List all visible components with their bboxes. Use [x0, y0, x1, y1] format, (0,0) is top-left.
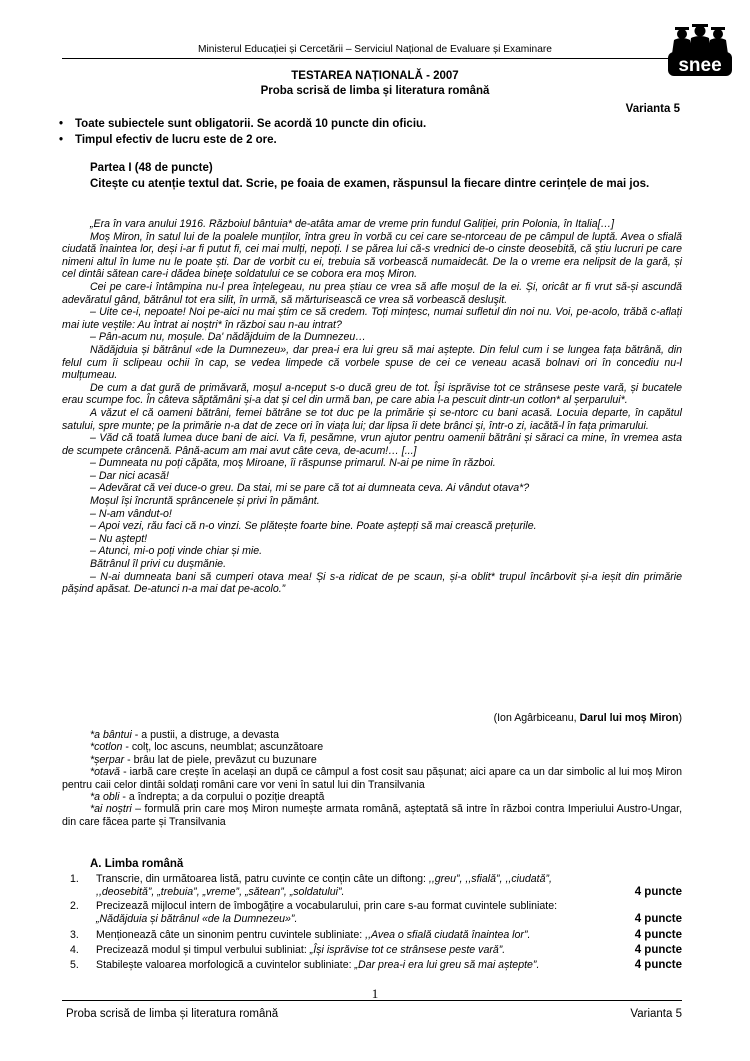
- variant-label: Varianta 5: [625, 103, 680, 115]
- glossary-def: - colț, loc ascuns, neumblat; ascunzătoare: [122, 741, 324, 754]
- glossary-def: - brâu lat de piele, prevăzut cu buzunare: [124, 753, 317, 766]
- glossary-item: [62, 741, 682, 753]
- rule-item: • Timpul efectiv de lucru este de 2 ore.: [75, 134, 277, 146]
- question-item: [62, 944, 682, 957]
- glossary-term: *ai noștri: [90, 803, 132, 816]
- text-paragraph: Moș Miron, în satul lui de la poalele munților, întra greu în vorbă cu cei care se-ntorceau de pe câmpul de luptă. Avea o sfială ciudată înaintea lor, deși i-ar fi putut fi, cei mai mulți, nepoți. I se părea lui că-s vrednici de-o cinste deosebită, că știu lucruri pe care nimeni altul în lume nu le poate ști. Dar de vorbit cu ei, trebuia să vorbească numaidecât. De la o vreme era nelipsit de la gară, și cel dintâi sătean care-i dădea bineţe soldatului ce se cobora era moș Miron.: [62, 230, 682, 281]
- question-points: 4 puncte: [634, 885, 682, 898]
- text-paragraph: Bătrânul îl privi cu dușmănie.: [90, 558, 227, 571]
- footer-divider: [62, 1000, 682, 1001]
- text-paragraph: – Pân-acum nu, moșule. Da' nădăjduim de la Dumnezeu…: [90, 331, 366, 344]
- part-title: Partea I (48 de puncte): [90, 162, 213, 174]
- glossary-item: [62, 754, 682, 766]
- text-paragraph: – Apoi vezi, rău faci că n-o vinzi. Se plătește foarte bine. Poate aștepți să mai crească prețurile.: [90, 520, 537, 533]
- question-quote: ,,greu”, ,,sfială”, ,,ciudată”, ,,deosebită”, „trebuia”, „vreme”, „sătean”, „soldatului”.: [96, 873, 552, 898]
- footer-right: Varianta 5: [630, 1008, 682, 1020]
- text-paragraph: – Uite ce-i, nepoate! Noi pe-aici nu mai știm ce să credem. Toți mințesc, numai sufletul din noi nu. Voi, pe-acolo, trăbă c-aflați mai iute veștile: Au întrat ai noștri* în război sau n-au intrat?: [62, 306, 682, 331]
- question-text: Transcrie, din următoarea listă, patru cuvinte ce conțin câte un diftong:: [96, 873, 429, 885]
- glossary: [62, 729, 682, 828]
- question-points: 4 puncte: [634, 929, 682, 941]
- question-item: [62, 873, 682, 898]
- text-paragraph: – Atunci, mi-o poți vinde chiar și mie.: [90, 545, 263, 558]
- glossary-item: [62, 803, 682, 828]
- question-points: 4 puncte: [634, 944, 682, 956]
- literary-text: [62, 218, 682, 596]
- question-text: Precizează mijlocul intern de îmbogățire a vocabularului, prin care s-au format cuvintele subliniate:: [96, 900, 558, 912]
- text-paragraph: „Era în vara anului 1916. Războiul bântuia* de-atâta amar de vreme prin fundul Galiției, prin Polonia, în Italia[…]: [90, 218, 615, 230]
- question-text: Precizează modul și timpul verbului subliniat:: [96, 944, 310, 956]
- text-paragraph: – Văd că toată lumea duce bani de aici. Va fi, pesămne, vrun ajutor pentru oamenii bătrâni și săraci ca mine, în vremea asta de scumpete crâncenă. Până-acum am mai avut câte ceva, de-acum!… [...]: [62, 432, 682, 457]
- text-paragraph: – N-ai dumneata bani să cumperi otava mea! Și s-a ridicat de pe scaun, și-a oblit* trupul încârbovit și-a ieșit din primărie pășind apăsat. De-atunci n-a mai dat pe-acolo.”: [62, 570, 682, 596]
- rule-item: • Toate subiectele sunt obligatorii. Se acordă 10 puncte din oficiu.: [75, 118, 426, 130]
- question-number: 3.: [70, 929, 79, 941]
- header-divider: [62, 58, 682, 59]
- text-paragraph: – Dumneata nu poți căpăta, moș Miroane, îi răspunse primarul. N-ai pe nime în război.: [90, 457, 496, 470]
- text-paragraph: – Adevărat că vei duce-o greu. Da stai, mi se pare că tot ai dumneata ceva. Ai vândut otava*?: [90, 482, 530, 495]
- question-number: 5.: [70, 959, 79, 971]
- glossary-def: - iarbă care crește în același an după ce câmpul a fost cosit sau pășunat; aici apare ca un dar simbolic al lui moș Miron pentru caii celor dintâi soldați români care vor veni în satul lui din Transilvania: [62, 766, 682, 791]
- glossary-term: *a bântui: [90, 729, 132, 741]
- glossary-term: *a obli: [90, 791, 120, 804]
- glossary-item: [62, 729, 682, 741]
- question-text: Menționează câte un sinonim pentru cuvintele subliniate:: [96, 929, 366, 941]
- glossary-def: - a pustii, a distruge, a devasta: [131, 729, 280, 741]
- section-title: A. Limba română: [90, 858, 184, 870]
- text-paragraph: De cum a dat gură de primăvară, moșul a-nceput s-o ducă greu de tot. Își isprăvise tot ce strânsese peste vară, și bucatele erau scumpe foc. În câteva săptămâni și-a dat și cel din urmă ban, pe care abia l-a pescuit dintr-un cotlon* al șerparului*.: [62, 381, 682, 407]
- question-text: Stabilește valoarea morfologică a cuvintelor subliniate:: [96, 959, 355, 971]
- text-paragraph: – N-am vândut-o!: [90, 507, 172, 520]
- glossary-def: - a îndrepta; a da corpului o poziție dreaptă: [119, 791, 325, 804]
- question-number: 2.: [70, 900, 79, 912]
- question-number: 4.: [70, 944, 79, 956]
- text-paragraph: Nădăjduia și bătrânul «de la Dumnezeu», dar prea-i era lui greu să mai aștepte. Din felul cum i se lungea fața bătrână, din felul cum îi sclipeau ochii în cap, se vedea limpede că vorbele spuse de cei ce veneau acasă bolnavi ori în concediu nu-l mulțumeau.: [62, 343, 682, 382]
- text-source: [494, 712, 682, 724]
- exam-title: TESTAREA NAȚIONALĂ - 2007: [291, 70, 459, 82]
- question-quote: „Își isprăvise tot ce strânsese peste vară”.: [309, 944, 506, 956]
- footer-left: Proba scrisă de limba și literatura română: [66, 1008, 279, 1020]
- part-instruction: Citește cu atenție textul dat. Scrie, pe foaia de examen, răspunsul la fiecare dintre cerințele de mai jos.: [90, 178, 650, 190]
- question-item: [62, 959, 682, 972]
- exam-subtitle: Proba scrisă de limba și literatura română: [260, 85, 490, 97]
- text-paragraph: – Nu aștept!: [90, 532, 148, 545]
- text-paragraph: Cei pe care-i întâmpina nu-l prea înțelegeau, nu prea știau ce vrea să afle moșul de la ei. Și, oricât ar fi vrut să-și ascundă adevăratul gând, bătrânul tot era silit, în urmă, să mărturisească ce vrea să vorbească desluşit.: [62, 280, 682, 306]
- glossary-term: *cotlon: [90, 741, 123, 754]
- question-points: 4 puncte: [634, 959, 682, 971]
- text-paragraph: A văzut el că oameni bătrâni, femei bătrâne se tot duc pe la primărie și se-ntorc cu bani acasă. Locuia departe, în capătul satului, spre munte; pe la primărie n-a dat de zece ori în viața lui; dar lipsa îi dete brânci și, într-o zi, iacătă-l în fața primarului.: [62, 406, 682, 432]
- glossary-item: [62, 791, 682, 803]
- glossary-item: [62, 766, 682, 791]
- header-ministry: Ministerul Educației și Cercetării – Serviciul Național de Evaluare și Examinare: [198, 44, 552, 55]
- source-close: ): [678, 712, 682, 724]
- question-points: 4 puncte: [634, 912, 682, 925]
- question-item: [62, 900, 682, 925]
- logo-text: snee: [678, 55, 722, 76]
- question-quote: „Dar prea-i era lui greu să mai aștepte”.: [354, 959, 540, 971]
- page-number: 1: [371, 986, 379, 1001]
- question-item: [62, 929, 682, 942]
- glossary-term: *șerpar: [90, 753, 125, 766]
- source-author: (Ion Agârbiceanu,: [493, 712, 580, 724]
- question-quote: „Nădăjduia și bătrânul «de la Dumnezeu»”.: [96, 912, 298, 925]
- source-work: Darul lui moș Miron: [579, 712, 679, 724]
- glossary-term: *otavă: [90, 766, 121, 779]
- question-number: 1.: [70, 873, 79, 885]
- text-paragraph: Moșul își încruntă sprâncenele și privi în pământ.: [90, 495, 320, 508]
- glossary-def: – formulă prin care moș Miron numește armata română, așteptată să intre în război contra Imperiului Austro-Ungar, din care făcea parte și Transilvania: [62, 803, 683, 828]
- text-paragraph: – Dar nici acasă!: [90, 469, 169, 482]
- question-quote: ,,Avea o sfială ciudată înaintea lor”.: [365, 929, 531, 941]
